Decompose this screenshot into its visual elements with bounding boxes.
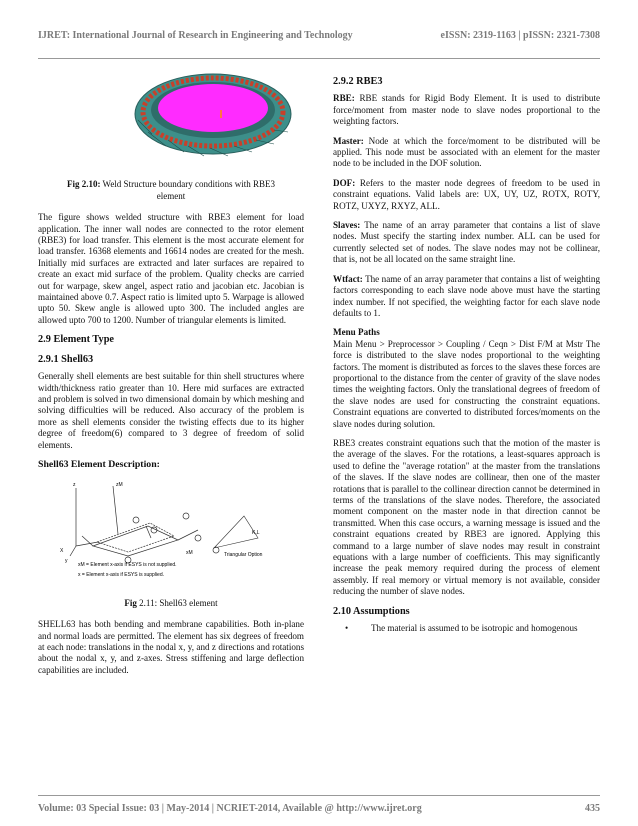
figure-2-11 (38, 476, 304, 589)
menu-paths-heading (333, 327, 600, 338)
legend-x: x = Element x-axis if ESYS is supplied. (78, 572, 165, 579)
axis-xm-label: xM (186, 550, 193, 557)
caption-text: 2.11: Shell63 element (136, 597, 218, 608)
paragraph-weld-description: The figure shows welded structure with RBE3 element for load application. The inner wall nodes are connected to the rotor element (RBE3) for load transfer. This element is the most accurate element for load transfer. 16368 elements and 16614 nodes are created for the mesh. Initially mid surfaces are extracted and later surfaces are repaired to create an exact mid surface of the problem. Quality checks are carried out for warpage, skew angel, aspect ratio and jacobian etc. Jacobian is maintained above 0.7. Aspect ratio is limited upto 5. Warpage is allowed upto 50. Skew angle is allowed upto 300. The included angles are allowed upto 700 to 1200. Number of triangular elements is limited. (38, 212, 304, 325)
legend-xm: xM = Element x-axis if ESYS is not supplied. (78, 562, 177, 569)
caption-label: Fig (124, 597, 137, 608)
axis-x-label: X (60, 548, 64, 555)
weld-structure-image (38, 70, 304, 168)
running-footer (38, 803, 600, 814)
right-column (333, 76, 600, 634)
footer-rule (38, 795, 600, 796)
def-master: Node at which the force/moment to be distributed will be applied. This node must be associated with an element for the master node to be included in the DOF solution. (333, 135, 600, 169)
paragraph-wtfact (333, 274, 600, 320)
list-item (333, 623, 600, 634)
figure-2-10 (38, 70, 304, 171)
term-rbe: RBE: (333, 93, 355, 104)
paragraph-shell63-capabilities: SHELL63 has both bending and membrane capabilities. Both in-plane and normal loads are permitted. The element has six degrees of freedom at each node: translations in the nodal x, y, and z directions and rotations about the nodal x, y, and z-axes. Stress stiffening and large deflection capabilities are included. (38, 619, 304, 675)
shell63-diagram (38, 476, 304, 586)
paragraph-shell-elements: Generally shell elements are best suitable for thin shell structures where width/thickness ratio greater than 10. Here mid surfaces are extracted and problem is solved in two dimensional domain by which meshing and solving difficulties will be reduced. Also accuracy of the problem is more as shell elements consider the twisting effects due to its higher degree of freedom(6) compared to 3 degree of freedom of solid elements. (38, 371, 304, 450)
def-dof: Refers to the master node degrees of freedom to be used in constraint equations. Valid labels are: UX, UY, UZ, ROTX, ROTY, ROTZ, UXYZ, RXYZ, ALL. (333, 177, 600, 211)
footer-volume: Volume: 03 Special Issue: 03 | May-2014 | NCRIET-2014, Available @ http://www.ijret.org (38, 803, 422, 814)
caption-text: Weld Structure boundary conditions with RBE3 element (100, 179, 276, 201)
assumption-text: The material is assumed to be isotropic and homogenous (371, 623, 578, 634)
section-heading-assumptions: 2.10 Assumptions (333, 605, 410, 617)
issn: eISSN: 2319-1163 | pISSN: 2321-7308 (440, 30, 600, 41)
term-master: Master: (333, 135, 364, 146)
def-rbe: RBE stands for Rigid Body Element. It is used to distribute force/moment from master node to slave nodes proportional to the weighting factors. (333, 93, 600, 127)
def-slaves: The name of an array parameter that contains a list of slave nodes. Must specify the starting index number. ALL can be used for currently selected set of nodes. The slave nodes may not be collinear, that is, not be all located on the same straight line. (333, 220, 600, 265)
axis-z-label: z (73, 482, 76, 489)
triangular-option-label: Triangular Option (224, 552, 263, 559)
paragraph-master (333, 136, 600, 170)
term-wtfact: Wtfact: (333, 273, 363, 284)
term-dof: DOF: (333, 177, 356, 188)
section-heading-shell63: 2.9.1 Shell63 (38, 353, 94, 365)
paragraph-dof (333, 178, 600, 212)
paragraph-menu-paths: Main Menu > Preprocessor > Coupling / Ceqn > Dist F/M at Mstr The force is distributed to the slave nodes proportional to the weighting factors. The moment is distributed as forces to the slaves these forces are proportional to the distance from the center of gravity of the slave nodes times the weighting factors. Only the translational degrees of freedom of the slave nodes are used for constructing the constraint equations. Constraint equations are converted to distributed forces/moments on the slave nodes during solution. (333, 338, 600, 429)
section-heading-rbe3: 2.9.2 RBE3 (333, 76, 383, 87)
axis-zm-label: zM (116, 482, 123, 489)
figure-2-10-caption (52, 179, 290, 202)
journal-name: IJRET: International Journal of Research in Engineering and Technology (38, 30, 353, 41)
node-kl-label: K,L (252, 530, 260, 537)
def-wtfact: The name of an array parameter that contains a list of weighting factors corresponding to each slave node above must have the starting index number. If not specified, the weighting factor for each slave node defaults to 1. (333, 273, 600, 318)
figure-2-11-caption (52, 598, 290, 609)
assumptions-list (333, 623, 600, 634)
header-rule (38, 58, 600, 59)
axis-y-label: y (65, 558, 68, 565)
paragraph-slaves (333, 220, 600, 266)
menu-paths-title: Menu Paths (333, 327, 380, 338)
paragraph-rbe3-constraints: RBE3 creates constraint equations such that the motion of the master is the average of the slaves. For the rotations, a least-squares approach is used to define the "average rotation" at the master from the translations of the slaves. If the slave nodes are collinear, then one of the master rotations that is parallel to the collinear direction cannot be determined in terms of the translations of the slave nodes. Therefore, the associated moment component on the master node in that direction cannot be transmitted. When this case occurs, a warning message is issued and the constraint equations created by RBE3 are ignored. Applying this command to a large number of slave nodes may result in constraint equations with a large number of coefficients. This may significantly increase the peak memory required during the process of element assembly. If real memory or virtual memory is not available, consider reducing the number of slave nodes. (333, 437, 600, 597)
subheading-shell63-description: Shell63 Element Description: (38, 458, 160, 470)
running-header (38, 30, 600, 50)
term-slaves: Slaves: (333, 220, 361, 231)
paragraph-rbe (333, 93, 600, 127)
page-number: 435 (585, 803, 600, 814)
section-heading-element-type: 2.9 Element Type (38, 334, 114, 346)
caption-label: Fig 2.10: (66, 179, 101, 190)
bullet-icon: • (345, 623, 349, 634)
left-column (38, 70, 304, 684)
